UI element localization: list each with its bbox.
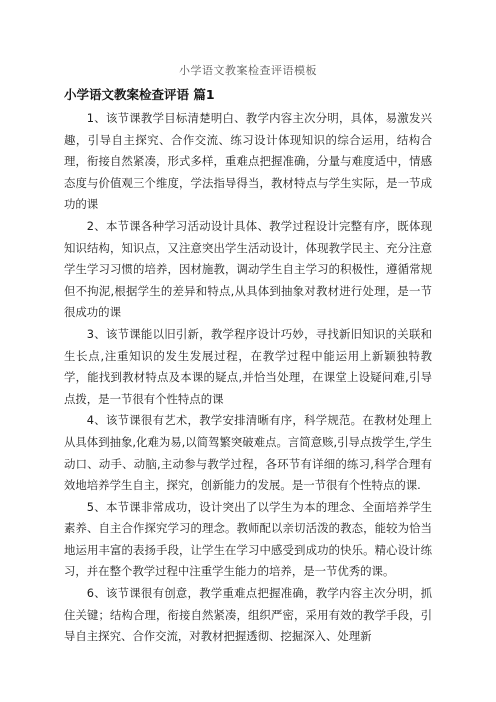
paragraph-2: 2、本节课各种学习活动设计具体、教学过程设计完整有序，既体现知识结构，知识点，又注意突出学生活动设计，体现教学民主、充分注意学生学习习惯的培养，因材施教，调动学生自主学习的积极性，遵循常规但不拘泥,根据学生的差异和特点,从具体到抽象对教材进行处理，是一节很成功的课	[64, 218, 432, 320]
paragraph-5: 5、本节课非常成功，设计突出了以学生为本的理念、全面培养学生素养、自主合作探究学习的理念。教师配以亲切活泼的教态，能较为恰当地运用丰富的表扬手段，让学生在学习中感受到成功的快乐。精心设计练习，并在整个教学过程中注重学生能力的培养，是一节优秀的课。	[64, 499, 432, 579]
article-heading: 小学语文教案检查评语 篇1	[64, 87, 215, 102]
paragraph-1: 1、该节课教学目标清楚明白、教学内容主次分明，具体，易激发兴趣，引导自主探究、合作交流、练习设计体现知识的综合运用，结构合理，衔接自然紧凑，形式多样，重难点把握准确，分量与难度适中，情感态度与价值观三个维度，学法指导得当，教材特点与学生实际，是一节成功的课	[64, 111, 432, 212]
paragraph-6: 6、该节课很有创意，教学重难点把握准确，教学内容主次分明，抓住关键；结构合理，衔接自然紧凑，组织严密，采用有效的教学手段，引导自主探究、合作交流，对教材把握透彻、挖掘深入、处理新	[64, 586, 432, 644]
paragraph-4: 4、该节课很有艺术，教学安排清晰有序，科学规范。在教材处理上从具体到抽象,化难为易,以简驾繁突破难点。言简意赅,引导点拨学生,学生动口、动手、动脑,主动参与教学过程，各环节有详细的练习,科学合理有效地培养学生自主，探究，创新能力的发展。是一节很有个性特点的课.	[64, 413, 432, 493]
article-body	[64, 84, 432, 648]
paragraph-3: 3、该节课能以旧引新，教学程序设计巧妙，寻找新旧知识的关联和生长点,注重知识的发生发展过程，在教学过程中能运用上新颖独特教学，能找到教材特点及本课的疑点,并恰当处理，在课堂上设疑问难,引导点拨，是一节很有个性特点的课	[64, 326, 432, 406]
document-header-title: 小学语文教案检查评语模板	[179, 64, 317, 77]
